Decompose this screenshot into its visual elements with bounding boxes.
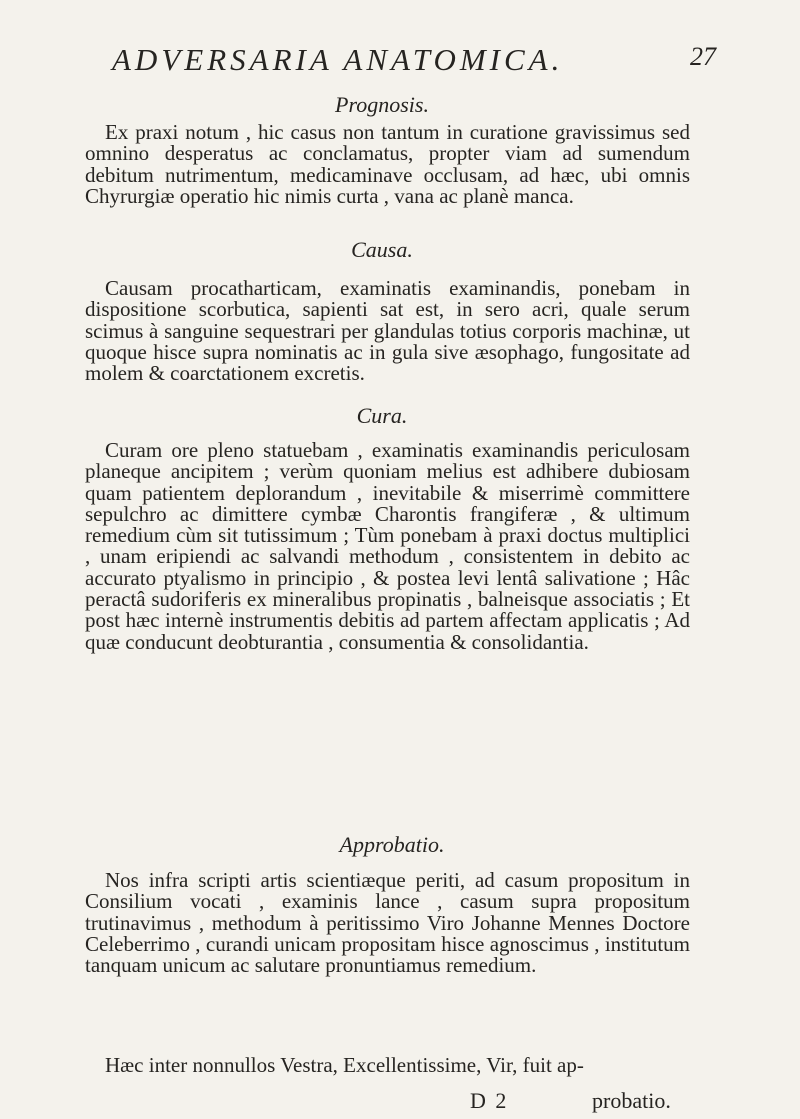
page-number: 27	[690, 42, 716, 71]
page-footer	[0, 1088, 800, 1116]
paragraph-approbatio: Nos infra scripti artis scientiæque periti, ad casum propositum in Consilium vocati , examinis lance , casum supra propositum trutinavimus , methodum à peritissimo Viro Johanne Mennes Doctore Celeberrimo , curandi unicam propositam hisce agnoscimus , institutum tanquam unicum ac salutare pronuntiamus remedium.	[85, 868, 690, 978]
section-title-causa: Causa.	[351, 237, 413, 262]
page-header	[112, 42, 712, 78]
paragraph-causa: Causam procatharticam, examinatis examinandis, ponebam in dispositione scorbutica, sapienti sat est, in sero acri, quale serum scimus à sanguine sequestrari per glandulas totius corporis machinæ, ut quoque hisce supra nominatis ac in gula sive æsophago, fungositate ad molem & coarctationem excretis.	[85, 276, 690, 386]
section-title-approbatio: Approbatio.	[339, 832, 445, 857]
section-title-prognosis: Prognosis.	[335, 92, 429, 117]
catchword: probatio.	[592, 1088, 671, 1113]
signature-mark: D 2	[470, 1088, 509, 1113]
paragraph-prognosis: Ex praxi notum , hic casus non tantum in curatione gravissimus sed omnino desperatus ac conclamatus, propter viam ad sumendum debitum nutrimentum, medicaminave occlusam, ad hæc, ubi omnis Chyrurgiæ operatio hic nimis curta , vana ac planè manca.	[85, 120, 690, 208]
closing-line: Hæc inter nonnullos Vestra, Excellentissime, Vir, fuit ap-	[105, 1053, 584, 1077]
paragraph-cura: Curam ore pleno statuebam , examinatis examinandis periculosam planeque ancipitem ; verùm quoniam melius est adhibere dubiosam quam patientem deplorandum , inevitabile & miserrimè committere sepulchro ac dimittere cymbæ Charontis frangiferæ , & ultimum remedium cùm sit tutissimum ; Tùm ponebam à praxi doctus multiplici , unam eripiendi ac salvandi methodum , consistentem in debito ac accurato ptyalismo in principio , & postea levi lentâ salivatione ; Hâc peractâ sudoriferis ex mineralibus propinatis , balneisque associatis ; Et post hæc internè instrumentis debitis ad partem affectam applicatis ; Ad quæ conducunt deobturantia , consumentia & consolidantia.	[85, 438, 690, 654]
section-title-cura: Cura.	[356, 403, 408, 428]
running-head: ADVERSARIA ANATOMICA.	[112, 42, 564, 77]
